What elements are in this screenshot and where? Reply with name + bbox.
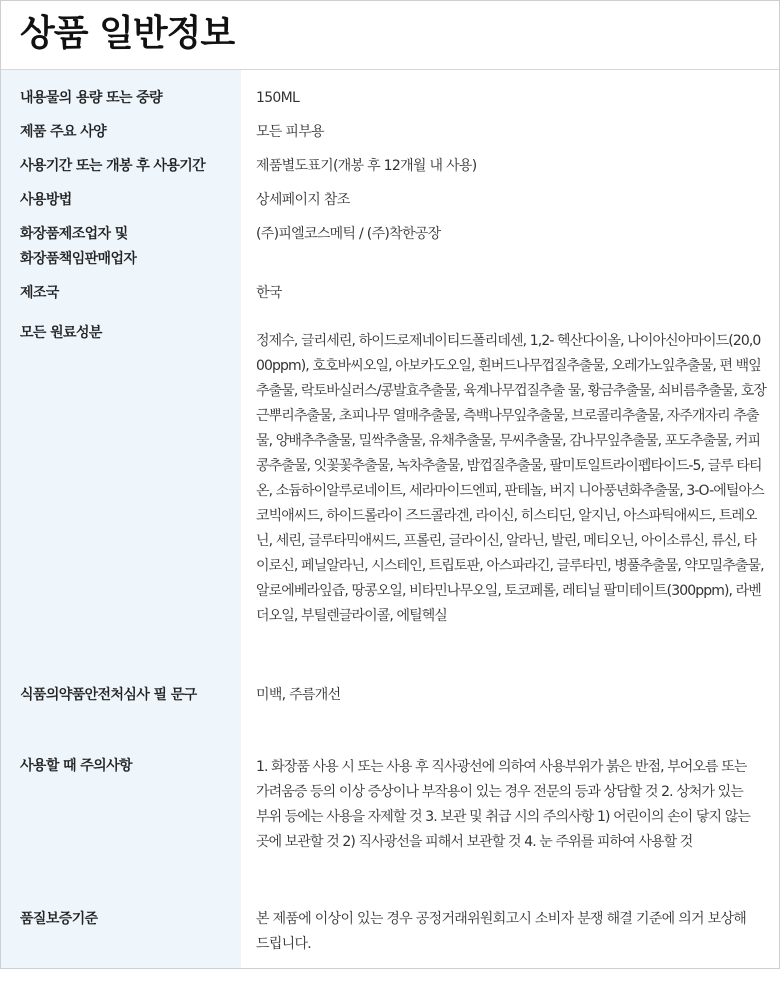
header-divider: [1, 69, 779, 70]
row-label: 내용물의 용량 또는 중량: [20, 90, 163, 106]
row-value: (주)피엘코스메틱 / (주)착한공장: [256, 226, 441, 242]
row-value: 제품별도표기(개봉 후 12개월 내 사용): [256, 158, 477, 174]
row-label: 사용방법: [20, 192, 72, 208]
row-value: 상세페이지 참조: [256, 192, 350, 208]
row-label: 제조국: [20, 285, 59, 301]
row-label: 식품의약품안전처심사 필 문구: [20, 687, 197, 703]
row-value: 미백, 주름개선: [256, 687, 341, 703]
row-value: 한국: [256, 285, 282, 301]
row-label: 품질보증기준: [20, 911, 98, 927]
row-label-line: 화장품제조업자 및: [20, 226, 128, 242]
row-value: 150ML: [256, 90, 300, 106]
row-label: 사용할 때 주의사항: [20, 758, 132, 774]
row-label-line: 화장품책임판매업자: [20, 251, 137, 267]
row-label: 사용기간 또는 개봉 후 사용기간: [20, 158, 206, 174]
row-value: 본 제품에 이상이 있는 경우 공정거래위원회고시 소비자 분쟁 해결 기준에 의거 보상해 드립니다.: [256, 911, 747, 952]
row-label: 제품 주요 사양: [20, 124, 107, 140]
row-value: 모든 피부용: [256, 124, 324, 140]
page-title: 상품 일반정보: [20, 13, 235, 54]
row-value: 1. 화장품 사용 시 또는 사용 후 직사광선에 의하여 사용부위가 붉은 반점, 부어오름 또는 가려움증 등의 이상 증상이나 부작용이 있는 경우 전문의 등과 상담할 것 2. 상처가 있는 부위 등에는 사용을 자제할 것 3. 보관 및 취급 시의 주의사항 1) 어린이의 손이 닿지 않는 곳에 보관할 것 2) 직사광선을 피해서 보관할 것 4. 눈 주위를 피하여 사용할 것: [256, 759, 750, 850]
row-label: [20, 222, 235, 272]
row-value: 정제수, 글리세린, 하이드로제네이티드폴리데센, 1,2- 헥산다이올, 나이아신아마이드(20,000ppm), 호호바씨오일, 아보카도오일, 흰버드나무껍질추출물, 오레가노잎추출물, 편 백잎추출물, 락토바실러스/콩발효추출물, 육계나무껍질추출 물, 황금추출물, 쇠비름추출물, 호장근뿌리추출물, 초피나무 열매추출물, 측백나무잎추출물, 브로콜리추출물, 자주개자리 추출물, 양배추추출물, 밀싹추출물, 유채추출물, 무씨추출물, 감나무잎추출물, 포도추출물, 커피콩추출물, 잇꽃꽃추출물, 녹차추출물, 밤껍질추출물, 팔미토일트라이펩타이드-5, 글루 타티온, 소듐하이알루로네이트, 세라마이드엔피, 판테놀, 버지 니아풍년화추출물, 3-O-에틸아스코빅애씨드, 하이드롤라이 즈드콜라겐, 라이신, 히스티딘, 알지닌, 아스파틱애씨드, 트레오닌, 세린, 글루타믹애씨드, 프롤린, 글라이신, 알라닌, 발린, 메티오닌, 아이소류신, 류신, 타이로신, 페닐알라닌, 시스테인, 트립토판, 아스파라긴, 글루타민, 병풀추출물, 약모밀추출물, 알로에베라잎즙, 땅콩오일, 비타민나무오일, 토코페롤, 레티닐 팔미테이트(300ppm), 라벤더오일, 부틸렌글라이콜, 에틸헥실: [256, 333, 766, 624]
row-label: 모든 원료성분: [20, 325, 102, 341]
